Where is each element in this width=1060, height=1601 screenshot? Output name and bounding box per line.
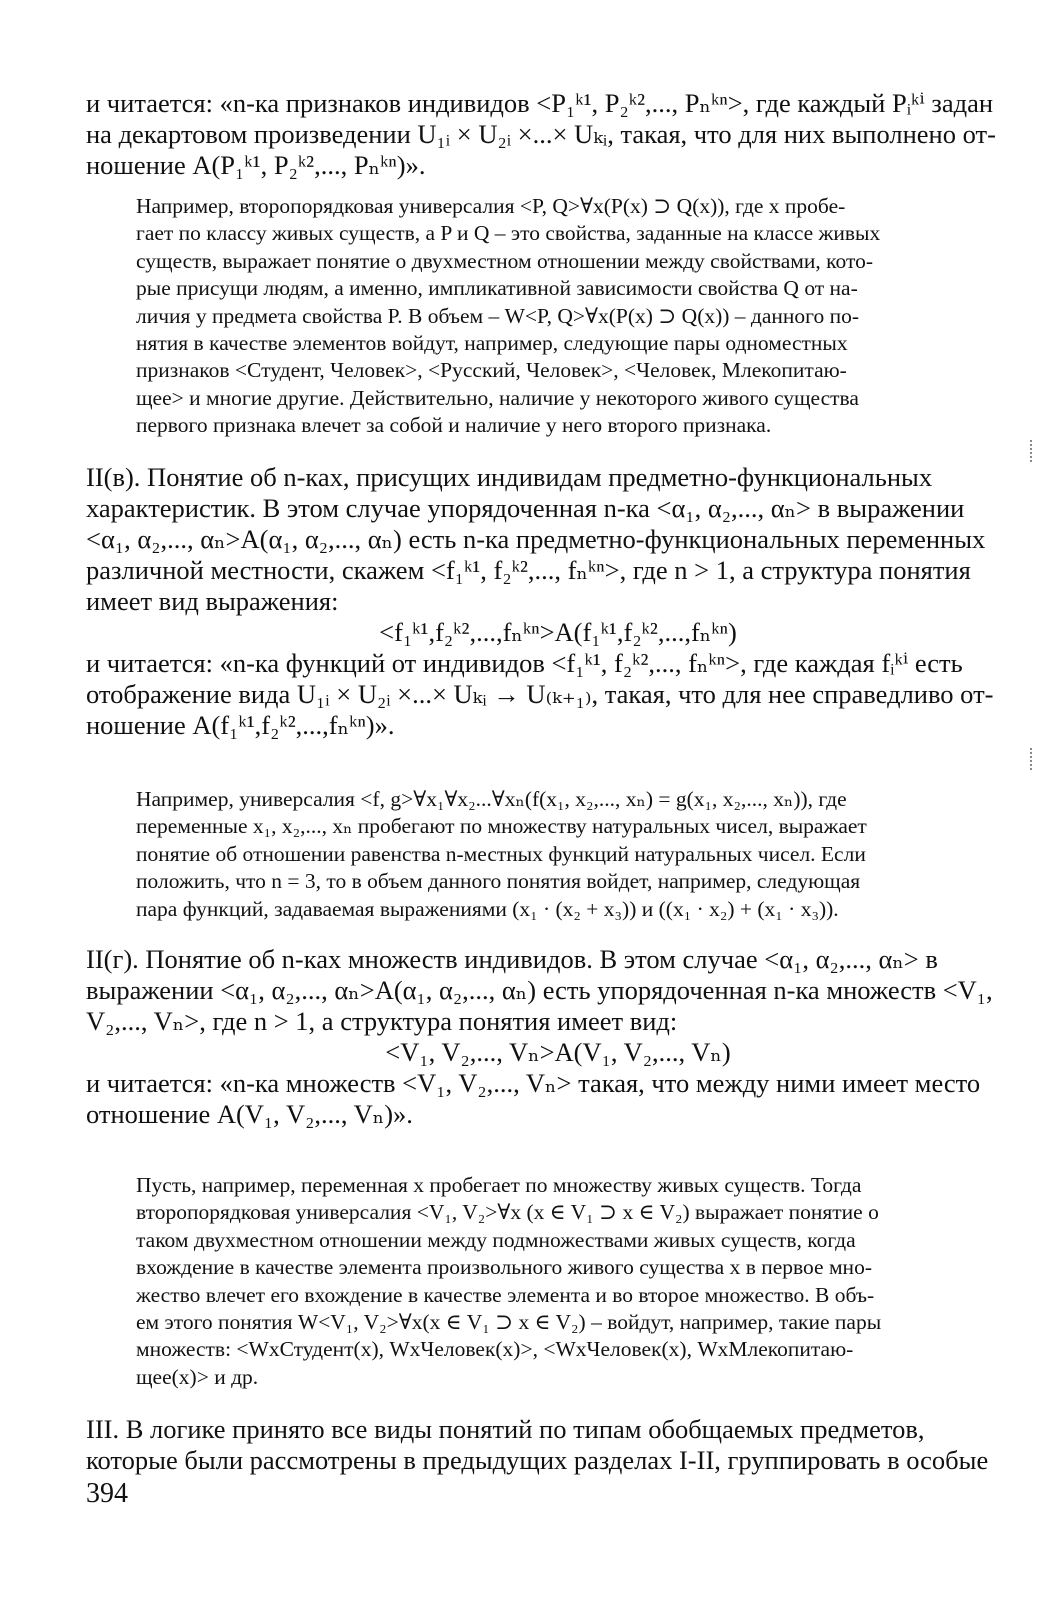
paragraph-intro-reading (86, 88, 1030, 181)
text-line: рые присущи людям, а именно, импликативной зависимости свойства Q от на- (136, 276, 858, 301)
text-line: пара функций, задаваемая выражениями (x₁ · (x₂ + x₃)) и ((x₁ · x₂) + (x₁ · x₃)). (136, 896, 839, 921)
text-line: первого признака влечет за собой и наличие у него второго признака. (136, 413, 772, 438)
section-2g-sets (86, 944, 1030, 1130)
text-line: гает по классу живых существ, а P и Q – это свойства, заданные на классе живых (136, 221, 881, 246)
text-line: V₂,..., Vₙ>, где n > 1, а структура понятия имеет вид: (86, 1006, 678, 1036)
formula-line: <V₁, V₂,..., Vₙ>A(V₁, V₂,..., Vₙ) (385, 1037, 731, 1067)
section-2v-functional (86, 462, 1030, 741)
text-line: отображение вида U₁ᵢ × U₂ᵢ ×...× Uₖᵢ → U₍ₖ₊₁₎, такая, что для нее справедливо от- (86, 679, 994, 709)
scan-mark (1030, 440, 1035, 462)
text-line: отношение A(V₁, V₂,..., Vₙ)». (86, 1099, 413, 1129)
text-line: <α₁, α₂,..., αₙ>A(α₁, α₂,..., αₙ) есть n-ка предметно-функциональных переменных (86, 524, 986, 554)
formula-line: <f₁ᵏ¹,f₂ᵏ²,...,fₙᵏⁿ>A(f₁ᵏ¹,f₂ᵏ²,...,fₙᵏⁿ) (379, 617, 737, 647)
text-line: таком двухместном отношении между подмножествами живых существ, когда (136, 1227, 856, 1252)
text-line: понятие об отношении равенства n-местных функций натуральных чисел. Если (136, 841, 866, 866)
text-line: щее> и многие другие. Действительно, наличие у некоторого живого существа (136, 385, 859, 410)
text-line: положить, что n = 3, то в объем данного понятия войдет, например, следующая (136, 869, 861, 894)
text-line: Например, универсалия <f, g>∀x₁∀x₂...∀xₙ(f(x₁, x₂,..., xₙ) = g(x₁, x₂,..., xₙ)), где (136, 787, 847, 811)
text-line: различной местности, скажем <f₁ᵏ¹, f₂ᵏ²,..., fₙᵏⁿ>, где n > 1, а структура понятия (86, 555, 971, 585)
text-line: жество влечет его вхождение в качестве элемента и во второе множество. В объ- (136, 1282, 875, 1307)
text-line: существ, выражает понятие о двухместном отношении между свойствами, кото- (136, 248, 874, 273)
text-line: ношение A(P₁ᵏ¹, P₂ᵏ²,..., Pₙᵏⁿ)». (86, 150, 426, 180)
text-line: личия у предмета свойства P. В объем – W<P, Q>∀x(P(x) ⊃ Q(x)) – данного по- (136, 303, 860, 328)
text-line: ношение A(f₁ᵏ¹,f₂ᵏ²,...,fₙᵏⁿ)». (86, 710, 395, 740)
text-line: II(в). Понятие об n-ках, присущих индивидам предметно-функциональных (86, 462, 933, 492)
example-second-order-universal (136, 193, 994, 440)
text-line: вхождение в качестве элемента произвольного живого существа x в первое мно- (136, 1255, 872, 1280)
text-line: нятия в качестве элементов войдут, например, следующие пары одноместных (136, 330, 848, 355)
text-line: и читается: «n-ка признаков индивидов <P₁ᵏ¹, P₂ᵏ²,..., Pₙᵏⁿ>, где каждый Pᵢᵏⁱ задан (86, 88, 994, 118)
text-line: второпорядковая универсалия <V₁, V₂>∀x (x ∈ V₁ ⊃ x ∈ V₂) выражает понятие о (136, 1200, 879, 1225)
text-line: имеет вид выражения: (86, 586, 339, 616)
text-line: признаков <Студент, Человек>, <Русский, Человек>, <Человек, Млекопитаю- (136, 358, 847, 383)
example-subset-inclusion (136, 1172, 994, 1391)
section-3-grouping (86, 1414, 1030, 1476)
text-line: характеристик. В этом случае упорядоченная n-ка <α₁, α₂,..., αₙ> в выражении (86, 493, 965, 523)
text-line: III. В логике принято все виды понятий по типам обобщаемых предметов, (86, 1414, 925, 1444)
text-line: Пусть, например, переменная x пробегает по множеству живых существ. Тогда (136, 1173, 862, 1197)
text-line: которые были рассмотрены в предыдущих разделах I-II, группировать в особые (86, 1445, 989, 1475)
text-line: на декартовом произведении U₁ᵢ × U₂ᵢ ×...× Uₖᵢ, такая, что для них выполнено от- (86, 119, 996, 149)
example-function-equality (136, 786, 994, 923)
text-line: щее(x)> и др. (136, 1364, 259, 1389)
text-line: переменные x₁, x₂,..., xₙ пробегают по множеству натуральных чисел, выражает (136, 814, 867, 839)
text-line: Например, второпорядковая универсалия <P, Q>∀x(P(x) ⊃ Q(x)), где x пробе- (136, 194, 846, 218)
text-line: и читается: «n-ка множеств <V₁, V₂,..., Vₙ> такая, что между ними имеет место (86, 1068, 981, 1098)
page-number: 394 (86, 1478, 128, 1509)
text-line: ем этого понятия W<V₁, V₂>∀x(x ∈ V₁ ⊃ x ∈ V₂) – войдут, например, такие пары (136, 1309, 882, 1334)
text-line: и читается: «n-ка функций от индивидов <f₁ᵏ¹, f₂ᵏ²,..., fₙᵏⁿ>, где каждая fᵢᵏⁱ есть (86, 648, 963, 678)
text-line: II(г). Понятие об n-ках множеств индивидов. В этом случае <α₁, α₂,..., αₙ> в (86, 944, 938, 974)
text-line: выражении <α₁, α₂,..., αₙ>A(α₁, α₂,..., αₙ) есть упорядоченная n-ка множеств <V₁, (86, 975, 993, 1005)
text-line: множеств: <WxСтудент(x), WxЧеловек(x)>, <WxЧеловек(x), WxМлекопитаю- (136, 1337, 854, 1362)
scan-mark (1030, 748, 1035, 770)
